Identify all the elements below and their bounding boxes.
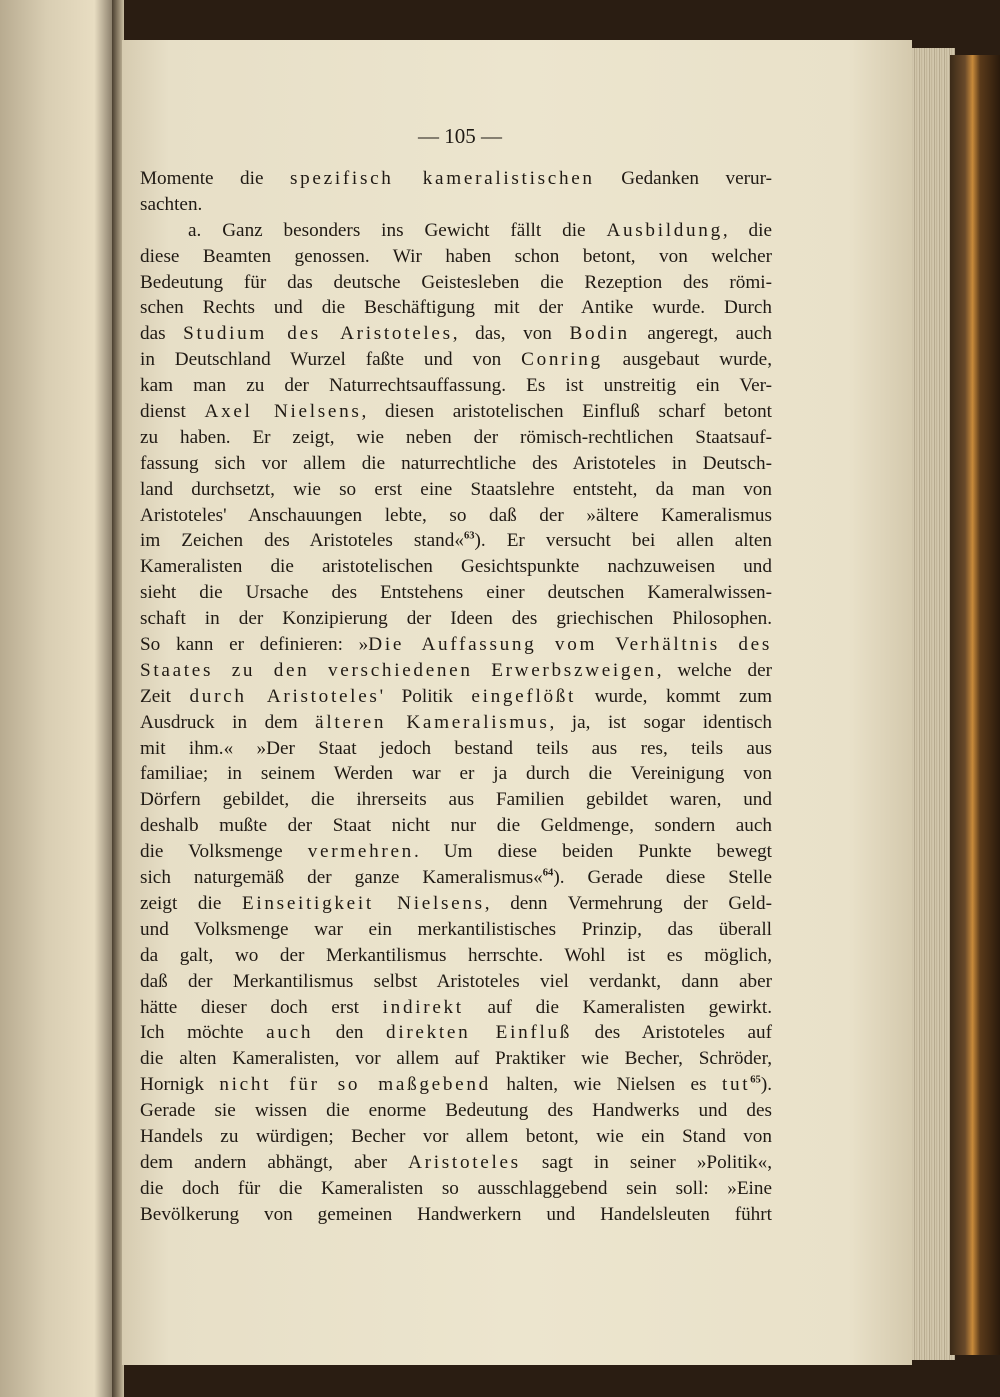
text-line (140, 503, 772, 529)
text-line (140, 218, 772, 244)
text-line (140, 321, 772, 347)
emphasized-text: Ausbildung (606, 219, 723, 241)
text-line (140, 736, 772, 762)
emphasized-text: nicht für so maßgebend (219, 1074, 491, 1096)
emphasized-text: Conring (521, 349, 603, 371)
text-line (140, 554, 772, 580)
footnote-marker: 63 (463, 531, 475, 543)
text-segment: und Volksmenge war ein merkantilistisches Prinzip, das überall (140, 918, 772, 940)
emphasized-text: Staates zu den verschiedenen Erwerbszweigen (140, 659, 657, 681)
text-segment: Dörfern gebildet, die ihrerseits aus Familien gebildet waren, und (140, 789, 772, 811)
text-segment: Ich möchte (140, 1022, 267, 1044)
text-segment: dienst (140, 401, 205, 423)
text-line (140, 425, 772, 451)
text-line (140, 943, 772, 969)
text-segment: hätte dieser doch erst (140, 996, 383, 1018)
text-segment: zu haben. Er zeigt, wie neben der römisch-rechtlichen Staatsauf- (140, 426, 772, 448)
text-line (140, 528, 772, 554)
text-line (140, 710, 772, 736)
text-line (140, 658, 772, 684)
text-line (140, 839, 772, 865)
text-segment: mit ihm.« »Der Staat jedoch bestand teils aus res, teils aus (140, 737, 772, 759)
text-line (140, 295, 772, 321)
text-line (140, 399, 772, 425)
text-line (140, 813, 772, 839)
text-segment: sieht die Ursache des Entstehens einer deutschen Kameralwissen- (140, 582, 772, 604)
text-segment: Momente die (140, 168, 290, 189)
text-segment: kam man zu der Naturrechtsauffassung. Es ist unstreitig ein Ver- (140, 375, 772, 397)
text-segment: Kameralisten die aristotelischen Gesichtspunkte nachzuweisen und (140, 556, 772, 578)
page-number: — 105 — (418, 124, 502, 148)
text-segment: wurde, kommt zum (576, 685, 772, 707)
text-segment: Gerade sie wissen die enorme Bedeutung des Handwerks und des (140, 1100, 772, 1122)
text-line (140, 995, 772, 1021)
text-segment: Bevölkerung von gemeinen Handwerkern und Handelsleuten führt (140, 1203, 772, 1225)
text-line (140, 373, 772, 399)
emphasized-text: Die Auffassung vom Verhältnis des (368, 634, 772, 656)
text-segment: auf die Kameralisten gewirkt. (463, 996, 772, 1018)
emphasized-text: durch Aristoteles (189, 685, 380, 707)
text-segment: diese Beamten genossen. Wir haben schon betont, von welcher (140, 245, 772, 267)
text-line (140, 632, 772, 658)
emphasized-text: eingeflößt (471, 685, 577, 707)
text-line (140, 477, 772, 503)
text-line (140, 761, 772, 787)
text-line (140, 1150, 772, 1176)
text-segment: daß der Merkantilismus selbst Aristoteles viel verdankt, dann aber (140, 970, 772, 992)
text-segment: . Um diese beiden Punkte bewegt (413, 841, 773, 863)
text-segment: Handels zu würdigen; Becher vor allem betont, wie ein Stand von (140, 1125, 772, 1147)
text-segment: deshalb mußte der Staat nicht nur die Geldmenge, sondern auch (140, 815, 772, 837)
text-segment: in Deutschland Wurzel faßte und von (140, 349, 522, 371)
text-segment: ). Gerade diese Stelle (553, 867, 773, 889)
emphasized-text: Bodin (569, 323, 630, 345)
text-line (140, 1098, 772, 1124)
text-segment: , denn Vermehrung der Geld- (484, 892, 773, 914)
emphasized-text: Axel Nielsens (204, 401, 362, 423)
text-line (140, 865, 772, 891)
facing-page-edge (0, 0, 118, 1397)
text-segment: den (313, 1022, 387, 1044)
text-line (140, 166, 772, 192)
text-segment: Gedanken verur- (594, 168, 772, 189)
text-line (140, 787, 772, 813)
emphasized-text: direkten Einfluß (386, 1022, 573, 1044)
text-segment: So kann er definieren: » (140, 634, 369, 656)
text-segment: im Zeichen des Aristoteles stand« (140, 530, 464, 552)
text-line (140, 1046, 772, 1072)
text-line (140, 917, 772, 943)
text-segment: , welche der (656, 659, 772, 681)
emphasized-text: auch (266, 1022, 314, 1044)
emphasized-text: spezifisch kameralistischen (289, 168, 595, 189)
text-segment: familiae; in seinem Werden war er ja durch die Vereinigung von (140, 763, 772, 785)
text-segment: ). Er versucht bei allen alten (474, 530, 772, 552)
text-line (140, 270, 772, 296)
emphasized-text: Einseitigkeit Nielsens (241, 892, 485, 914)
emphasized-text: älteren Kameralismus (315, 711, 550, 733)
text-segment: zeigt die (140, 892, 242, 914)
text-line (140, 969, 772, 995)
text-line (140, 891, 772, 917)
emphasized-text: indirekt (382, 996, 464, 1018)
text-segment: fassung sich vor allem die naturrechtliche des Aristoteles in Deutsch- (140, 452, 772, 474)
text-line (140, 244, 772, 270)
text-line (140, 1124, 772, 1150)
text-segment: Hornigk (140, 1074, 220, 1096)
text-segment: die doch für die Kameralisten so ausschlaggebend sein soll: »Eine (140, 1177, 772, 1199)
emphasized-text: Studium des Aristoteles (183, 323, 453, 345)
text-segment: Ausdruck in dem (140, 711, 316, 733)
text-segment: die alten Kameralisten, vor allem auf Praktiker wie Becher, Schröder, (140, 1048, 772, 1070)
text-segment: des Aristoteles auf (572, 1022, 772, 1044)
text-line (140, 1072, 772, 1098)
text-segment: da galt, wo der Merkantilismus herrschte. Wohl ist es möglich, (140, 944, 772, 966)
text-line (140, 684, 772, 710)
text-line (140, 1202, 772, 1228)
page-block-edges (905, 48, 955, 1360)
text-line (140, 1020, 772, 1046)
text-segment: die Volksmenge (140, 841, 308, 863)
text-segment: sich naturgemäß der ganze Kameralismus« (140, 867, 543, 889)
text-segment: halten, wie Nielsen es (490, 1074, 722, 1096)
text-segment: Aristoteles' Anschauungen lebte, so daß der »ältere Kameralismus (140, 504, 772, 526)
text-segment: das (140, 323, 184, 345)
text-segment: a. Ganz besonders ins Gewicht fällt die (188, 219, 607, 241)
book-cover-edge (950, 55, 1000, 1355)
text-segment: angeregt, auch (629, 323, 773, 345)
emphasized-text: vermehren (307, 841, 414, 863)
text-segment: , die (722, 219, 772, 241)
text-segment: Bedeutung für das deutsche Geistesleben die Rezeption des römi- (140, 271, 772, 293)
emphasized-text: tut (721, 1074, 751, 1096)
emphasized-text: Aristoteles (408, 1151, 521, 1173)
text-line (140, 347, 772, 373)
text-line (140, 1176, 772, 1202)
text-segment: ausgebaut wurde, (602, 349, 772, 371)
text-segment: , diesen aristotelischen Einfluß scharf betont (361, 401, 772, 423)
text-segment: ' Politik (379, 685, 472, 707)
text-segment: schen Rechts und die Beschäftigung mit der Antike wurde. Durch (140, 297, 772, 319)
text-segment: ). (760, 1074, 772, 1096)
footnote-marker: 64 (542, 867, 554, 879)
text-line (140, 451, 772, 477)
text-segment: schaft in der Konzipierung der Ideen des griechischen Philosophen. (140, 608, 772, 630)
text-segment: , ja, ist sogar identisch (549, 711, 772, 733)
text-line (140, 606, 772, 632)
text-line (140, 192, 772, 218)
footnote-marker: 65 (750, 1074, 761, 1086)
text-segment: Zeit (140, 685, 190, 707)
text-segment: sagt in seiner »Politik«, (520, 1151, 772, 1173)
text-line (140, 580, 772, 606)
text-segment: land durchsetzt, wie so erst eine Staatslehre entsteht, da man von (140, 478, 772, 500)
text-segment: dem andern abhängt, aber (140, 1151, 409, 1173)
text-segment: sachten. (140, 193, 203, 215)
text-segment: , das, von (452, 323, 570, 345)
page-body-text (140, 166, 772, 1228)
